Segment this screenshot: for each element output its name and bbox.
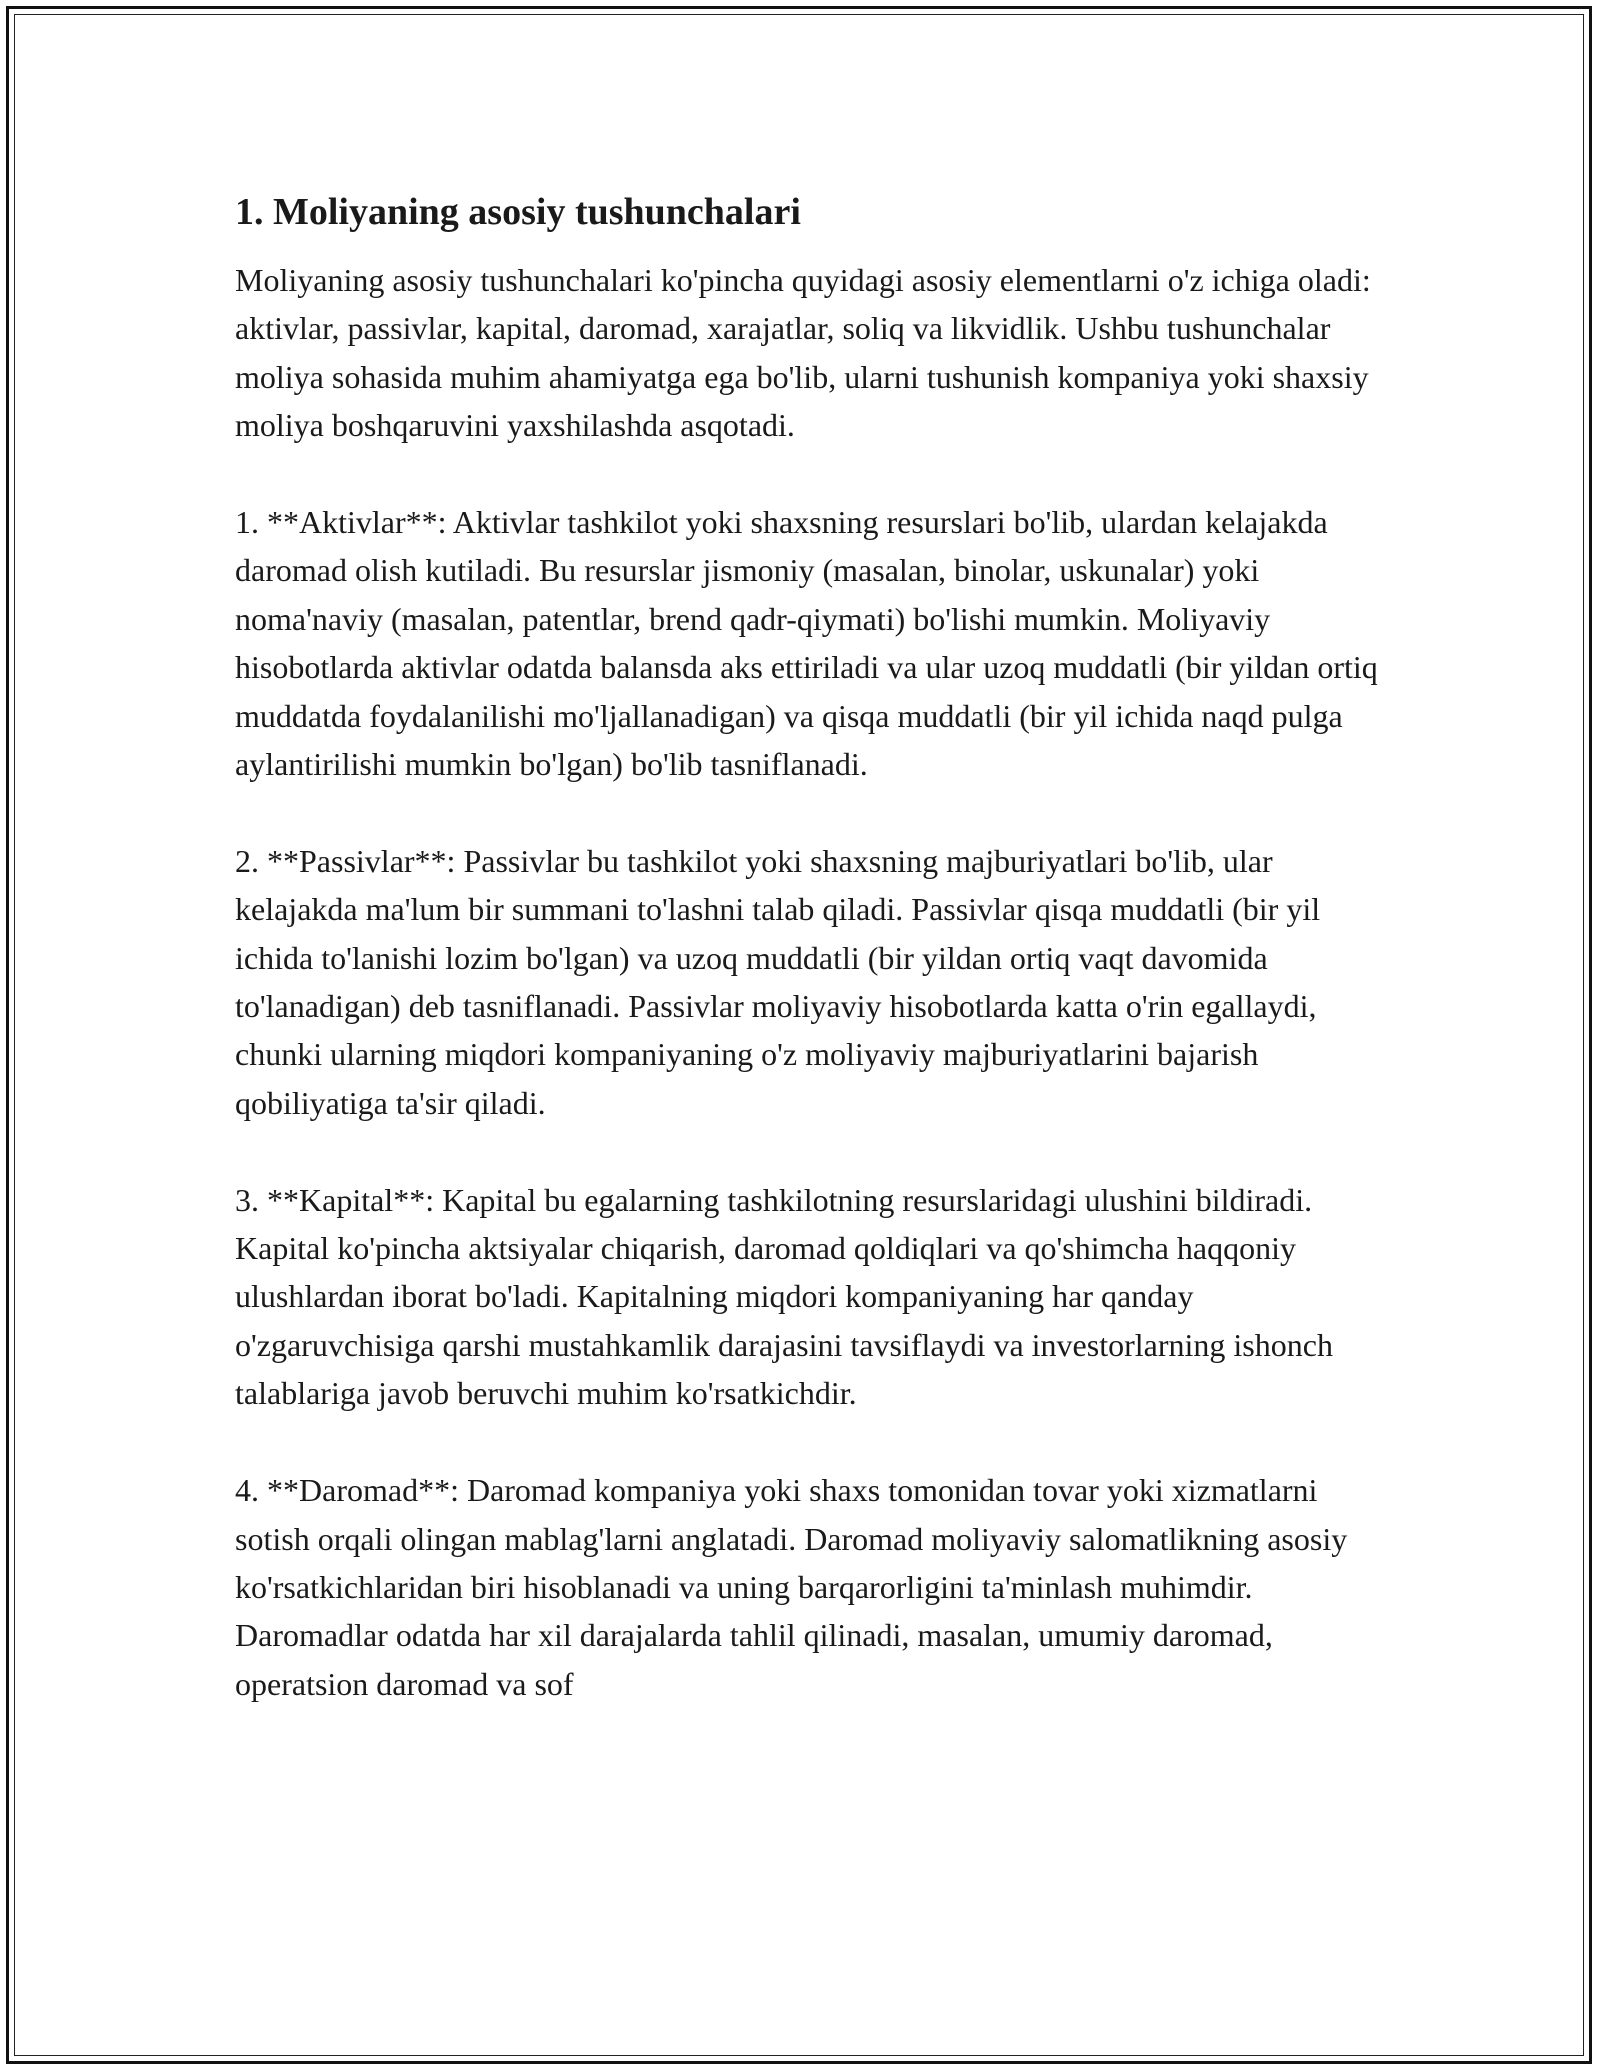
document-body xyxy=(235,188,1385,1757)
section-heading: 1. Moliyaning asosiy tushunchalari xyxy=(235,191,801,233)
paragraph-aktivlar: 1. **Aktivlar**: Aktivlar tashkilot yoki shaxsning resurslari bo'lib, ulardan kelajakda daromad olish kutiladi. Bu resurslar jismoniy (masalan, binolar, uskunalar) yoki noma'naviy (masalan, patentlar, brend qadr-qiymati) bo'lishi mumkin. Moliyaviy hisobotlarda aktivlar odatda balansda aks ettiriladi va ular uzoq muddatli (bir yildan ortiq muddatda foydalanilishi mo'ljallanadigan) va qisqa muddatli (bir yil ichida naqd pulga aylantirilishi mumkin bo'lgan) bo'lib tasniflanadi. xyxy=(235,504,1378,783)
paragraph-passivlar: 2. **Passivlar**: Passivlar bu tashkilot yoki shaxsning majburiyatlari bo'lib, ular kelajakda ma'lum bir summani to'lashni talab qiladi. Passivlar qisqa muddatli (bir yil ichida to'lanishi lozim bo'lgan) va uzoq muddatli (bir yildan ortiq vaqt davomida to'lanadigan) deb tasniflanadi. Passivlar moliyaviy hisobotlarda katta o'rin egallaydi, chunki ularning miqdori kompaniyaning o'z moliyaviy majburiyatlarini bajarish qobiliyatiga ta'sir qiladi. xyxy=(235,842,1321,1121)
intro-paragraph: Moliyaning asosiy tushunchalari ko'pincha quyidagi asosiy elementlarni o'z ichiga oladi: aktivlar, passivlar, kapital, daromad, xarajatlar, soliq va likvidlik. Ushbu tushunchalar moliya sohasida muhim ahamiyatga ega bo'lib, ularni tushunish kompaniya yoki shaxsiy moliya boshqaruvini yaxshilashda asqotadi. xyxy=(235,262,1371,444)
paragraph-kapital: 3. **Kapital**: Kapital bu egalarning tashkilotning resurslaridagi ulushini bildiradi. Kapital ko'pincha aktsiyalar chiqarish, daromad qoldiqlari va qo'shimcha haqqoniy ulushlardan iborat bo'ladi. Kapitalning miqdori kompaniyaning har qanday o'zgaruvchisiga qarshi mustahkamlik darajasini tavsiflaydi va investorlarning ishonch talablariga javob beruvchi muhim ko'rsatkichdir. xyxy=(235,1181,1333,1412)
paragraph-daromad: 4. **Daromad**: Daromad kompaniya yoki shaxs tomonidan tovar yoki xizmatlarni sotish orqali olingan mablag'larni anglatadi. Daromad moliyaviy salomatlikning asosiy ko'rsatkichlaridan biri hisoblanadi va uning barqarorligini ta'minlash muhimdir. Daromadlar odatda har xil darajalarda tahlil qilinadi, masalan, umumiy daromad, operatsion daromad va sof xyxy=(235,1472,1348,1702)
